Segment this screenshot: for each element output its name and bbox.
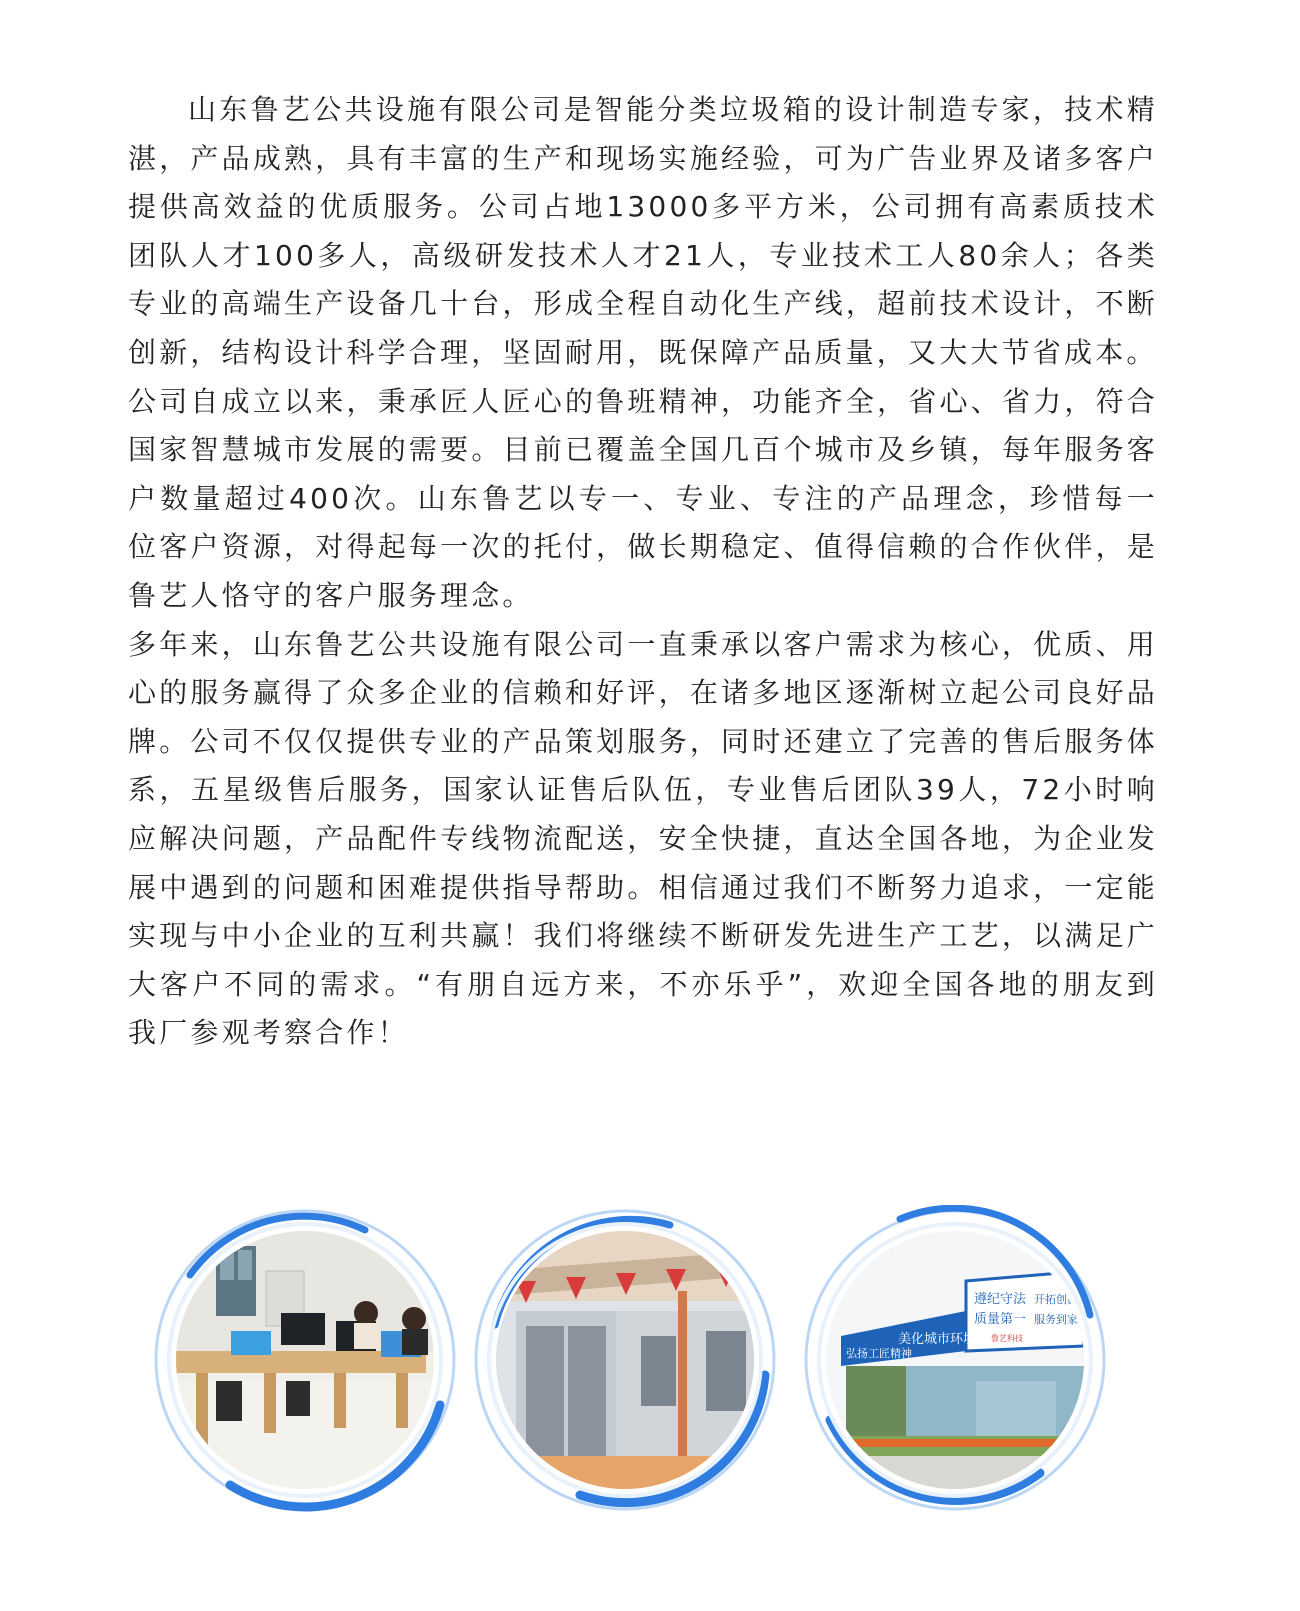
sign-1-text: 弘扬工匠精神 [846, 1347, 912, 1360]
photo-badge-office [150, 1205, 460, 1515]
sign-2-text: 美化城市环境 [898, 1332, 977, 1347]
sign-3b-text: 质量第一 [974, 1312, 1027, 1327]
sign-4b-text: 服务到家 [1034, 1313, 1078, 1326]
factory-exterior-photo-icon [826, 1231, 1084, 1489]
factory-exterior-photo [826, 1231, 1084, 1489]
sign-logo-text: 鲁艺科技 [991, 1334, 1023, 1343]
paragraph-philosophy: 公司自成立以来，秉承匠人匠心的鲁班精神，功能齐全，省心、省力，符合国家智慧城市发展的需要。目前已覆盖全国几百个城市及乡镇，每年服务客户数量超过400次。山东鲁艺以专一、专业、专注的产品理念，珍惜每一位客户资源，对得起每一次的托付，做长期稳定、值得信赖的合作伙伴，是鲁艺人恪守的客户服务理念。 [128, 384, 1158, 612]
sign-3a-text: 遵纪守法 [974, 1292, 1027, 1307]
paragraph-service: 多年来，山东鲁艺公共设施有限公司一直秉承以客户需求为核心，优质、用心的服务赢得了众多企业的信赖和好评，在诸多地区逐渐树立起公司良好品牌。公司不仅仅提供专业的产品策划服务，同时还建立了完善的售后服务体系，五星级售后服务，国家认证售后队伍，专业售后团队39人，72小时响应解决问题，产品配件专线物流配送，安全快捷，直达全国各地，为企业发展中遇到的问题和困难提供指导帮助。相信通过我们不断努力追求，一定能实现与中小企业的互利共赢！我们将继续不断研发先进生产工艺，以满足广大客户不同的需求。“有朋自远方来，不亦乐乎”，欢迎全国各地的朋友到我厂参观考察合作！ [128, 627, 1158, 1050]
building-entrance-photo-icon [496, 1231, 754, 1489]
paragraph-intro: 山东鲁艺公共设施有限公司是智能分类垃圾箱的设计制造专家，技术精湛，产品成熟，具有丰富的生产和现场实施经验，可为广告业界及诸多客户提供高效益的优质服务。公司占地13000多平方米，公司拥有高素质技术团队人才100多人，高级研发技术人才21人，专业技术工人80余人；各类专业的高端生产设备几十台，形成全程自动化生产线，超前技术设计，不断创新，结构设计科学合理，坚固耐用，既保障产品质量，又大大节省成本。 [128, 93, 1158, 369]
photo-gallery [0, 1205, 1300, 1565]
article-body [128, 86, 1158, 1058]
office-photo-icon [176, 1231, 434, 1489]
office-photo [176, 1231, 434, 1489]
photo-badge-entrance [470, 1205, 780, 1515]
photo-badge-factory [800, 1205, 1110, 1515]
sign-4a-text: 开拓创新 [1034, 1293, 1078, 1306]
building-entrance-photo [496, 1231, 754, 1489]
